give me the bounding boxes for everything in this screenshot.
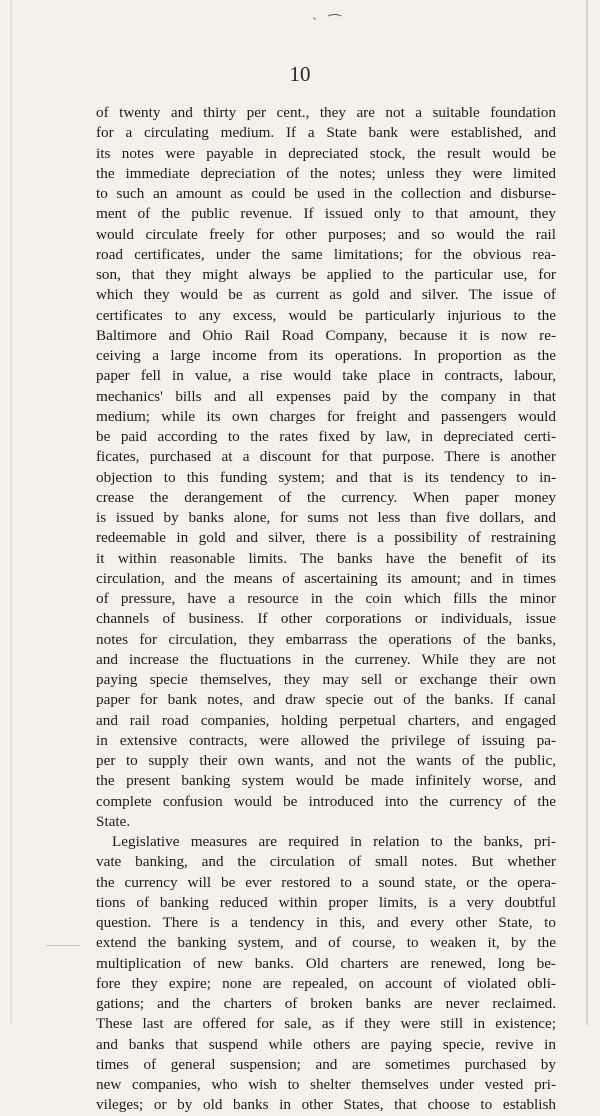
text-line: notes for circulation, they embarrass the operations of the banks,: [96, 630, 556, 648]
text-line: complete confusion would be introduced into the currency of the: [96, 792, 556, 810]
text-line: son, that they might always be applied to the particular use, for: [96, 266, 556, 283]
text-line: vileges; or by old banks in other States, that choose to establish: [96, 1096, 556, 1114]
text-line: paper fell in value, a rise would take place in contracts, labour,: [96, 367, 556, 385]
text-line: extend the banking system, and of course, to weaken it, by the: [96, 934, 556, 952]
text-line: fore they expire; none are repealed, on account of violated obli-: [96, 974, 556, 992]
paragraph-1: [96, 103, 556, 832]
scan-edge-left: [10, 0, 12, 1025]
text-line: ment of the public revenue. If issued only to that amount, they: [96, 205, 556, 223]
text-line: in extensive contracts, were allowed the privilege of issuing pa-: [96, 731, 556, 749]
text-line: is issued by banks alone, for sums not less than five dollars, and: [96, 509, 556, 526]
text-line: gations; and the charters of broken banks are never reclaimed.: [96, 995, 556, 1012]
text-line: medium; while its own charges for freight and passengers would: [96, 407, 556, 425]
text-line: ficates, purchased at a discount for that purpose. There is another: [96, 448, 556, 466]
text-line: paying specie themselves, they may sell or exchange their own: [96, 671, 556, 688]
text-line: ceiving a large income from its operations. In proportion as the: [96, 347, 556, 364]
text-line: channels of business. If other corporations or individuals, issue: [96, 610, 556, 628]
text-line: the currency will be ever restored to a sound state, or the opera-: [96, 873, 556, 891]
text-line: its notes were payable in depreciated stock, the result would be: [96, 144, 556, 162]
text-line: per to supply their own wants, and not the wants of the public,: [96, 752, 556, 769]
text-line: new companies, who wish to shelter themselves under vested pri-: [96, 1076, 556, 1093]
text-line: of twenty and thirty per cent., they are not a suitable foundation: [96, 104, 556, 121]
text-line: multiplication of new banks. Old charters are renewed, long be-: [96, 954, 556, 972]
text-line: of pressure, have a resource in the coin which fills the minor: [96, 590, 556, 607]
text-line: circulation, and the means of ascertaining its amount; and in times: [96, 569, 556, 587]
text-line: would circulate freely for other purposes; and so would the rail: [96, 225, 556, 243]
text-line: question. There is a tendency in this, and every other State, to: [96, 914, 556, 931]
text-line: for a circulating medium. If a State bank were established, and: [96, 124, 556, 142]
text-line: objection to this funding system; and that is its tendency to in-: [96, 468, 556, 486]
paragraph-2: [96, 832, 556, 1116]
text-line: the immediate depreciation of the notes; unless they were limited: [96, 164, 556, 182]
text-line: vate banking, and the circulation of small notes. But whether: [96, 853, 556, 871]
text-line: and banks that suspend while others are paying specie, revive in: [96, 1035, 556, 1053]
scan-edge-right: [586, 0, 588, 1025]
text-line: State.: [96, 812, 131, 830]
text-line: certificates to any excess, would be particularly injurious to the: [96, 306, 556, 324]
text-line: times of general suspension; and are sometimes purchased by: [96, 1055, 556, 1073]
text-line: tions of banking reduced within proper limits, is a very doubtful: [96, 893, 556, 911]
text-line: and rail road companies, holding perpetual charters, and engaged: [96, 711, 556, 729]
text-line: and increase the fluctuations in the curreney. While they are not: [96, 650, 556, 668]
text-line: paper for bank notes, and draw specie out of the banks. If canal: [96, 691, 556, 709]
text-line: redeemable in gold and silver, there is a possibility of restraining: [96, 529, 556, 547]
scan-smudge: ˋ ⁀: [312, 16, 345, 32]
text-line: Baltimore and Ohio Rail Road Company, because it is now re-: [96, 326, 556, 344]
text-line: the present banking system would be made infinitely worse, and: [96, 772, 556, 790]
text-line: crease the derangement of the currency. When paper money: [96, 488, 556, 506]
text-line: it within reasonable limits. The banks have the benefit of its: [96, 549, 556, 567]
page-number: 10: [289, 62, 311, 86]
text-line: to such an amount as could be used in the collection and disburse-: [96, 185, 556, 202]
text-line: which they would be as current as gold and silver. The issue of: [96, 286, 556, 304]
body-text: [96, 103, 556, 1116]
margin-mark: [46, 945, 80, 946]
text-line: These last are offered for sale, as if they were still in existence;: [96, 1015, 556, 1033]
text-line: mechanics' bills and all expenses paid by the company in that: [96, 387, 556, 405]
text-line: Legislative measures are required in relation to the banks, pri-: [112, 833, 556, 850]
text-line: road certificates, under the same limitations; for the obvious rea-: [96, 245, 556, 263]
text-line: be paid according to the rates fixed by law, in depreciated certi-: [96, 428, 556, 445]
